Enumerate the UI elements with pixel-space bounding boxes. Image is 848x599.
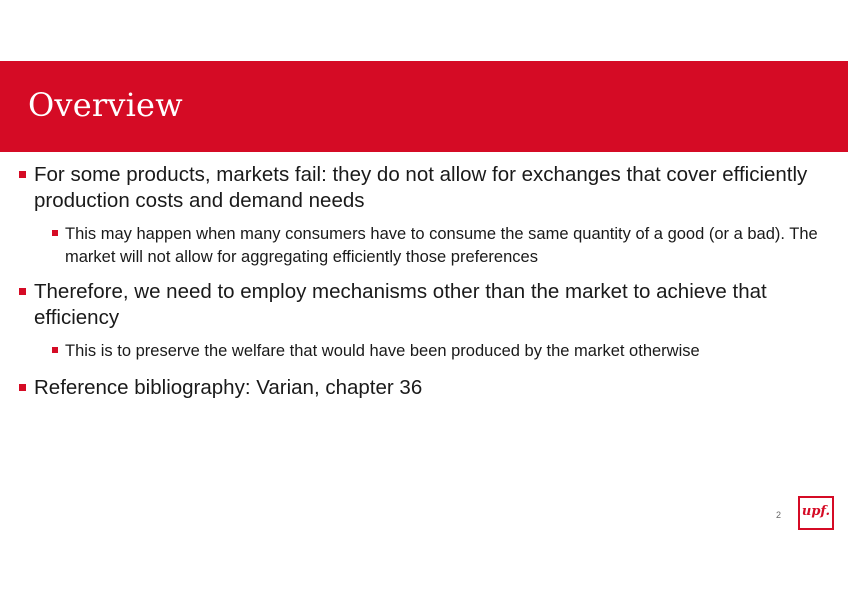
page-number: 2 [776, 510, 782, 520]
sub-bullet-text: This is to preserve the welfare that would have been produced by the market otherwise [65, 342, 700, 360]
upf-logo [798, 496, 834, 530]
sub-bullet-item [18, 223, 828, 269]
square-bullet-icon [52, 230, 58, 236]
bullet-text: For some products, markets fail: they do not allow for exchanges that cover efficiently production costs and demand needs [34, 163, 808, 212]
sub-bullet-item [18, 340, 828, 363]
slide-title: Overview [28, 86, 183, 124]
bullet-item [18, 162, 828, 214]
bullet-item [18, 375, 828, 401]
sub-bullet-text: This may happen when many consumers have to consume the same quantity of a good (or a bad). The market will not allow for aggregating efficiently those preferences [65, 225, 818, 266]
square-bullet-icon [19, 288, 26, 295]
slide-content [18, 162, 828, 401]
square-bullet-icon [19, 384, 26, 391]
bullet-text: Therefore, we need to employ mechanisms other than the market to achieve that efficiency [34, 280, 767, 329]
bullet-item [18, 279, 828, 331]
square-bullet-icon [52, 347, 58, 353]
logo-text: upf. [801, 504, 831, 519]
bullet-text: Reference bibliography: Varian, chapter 36 [34, 376, 423, 399]
square-bullet-icon [19, 171, 26, 178]
